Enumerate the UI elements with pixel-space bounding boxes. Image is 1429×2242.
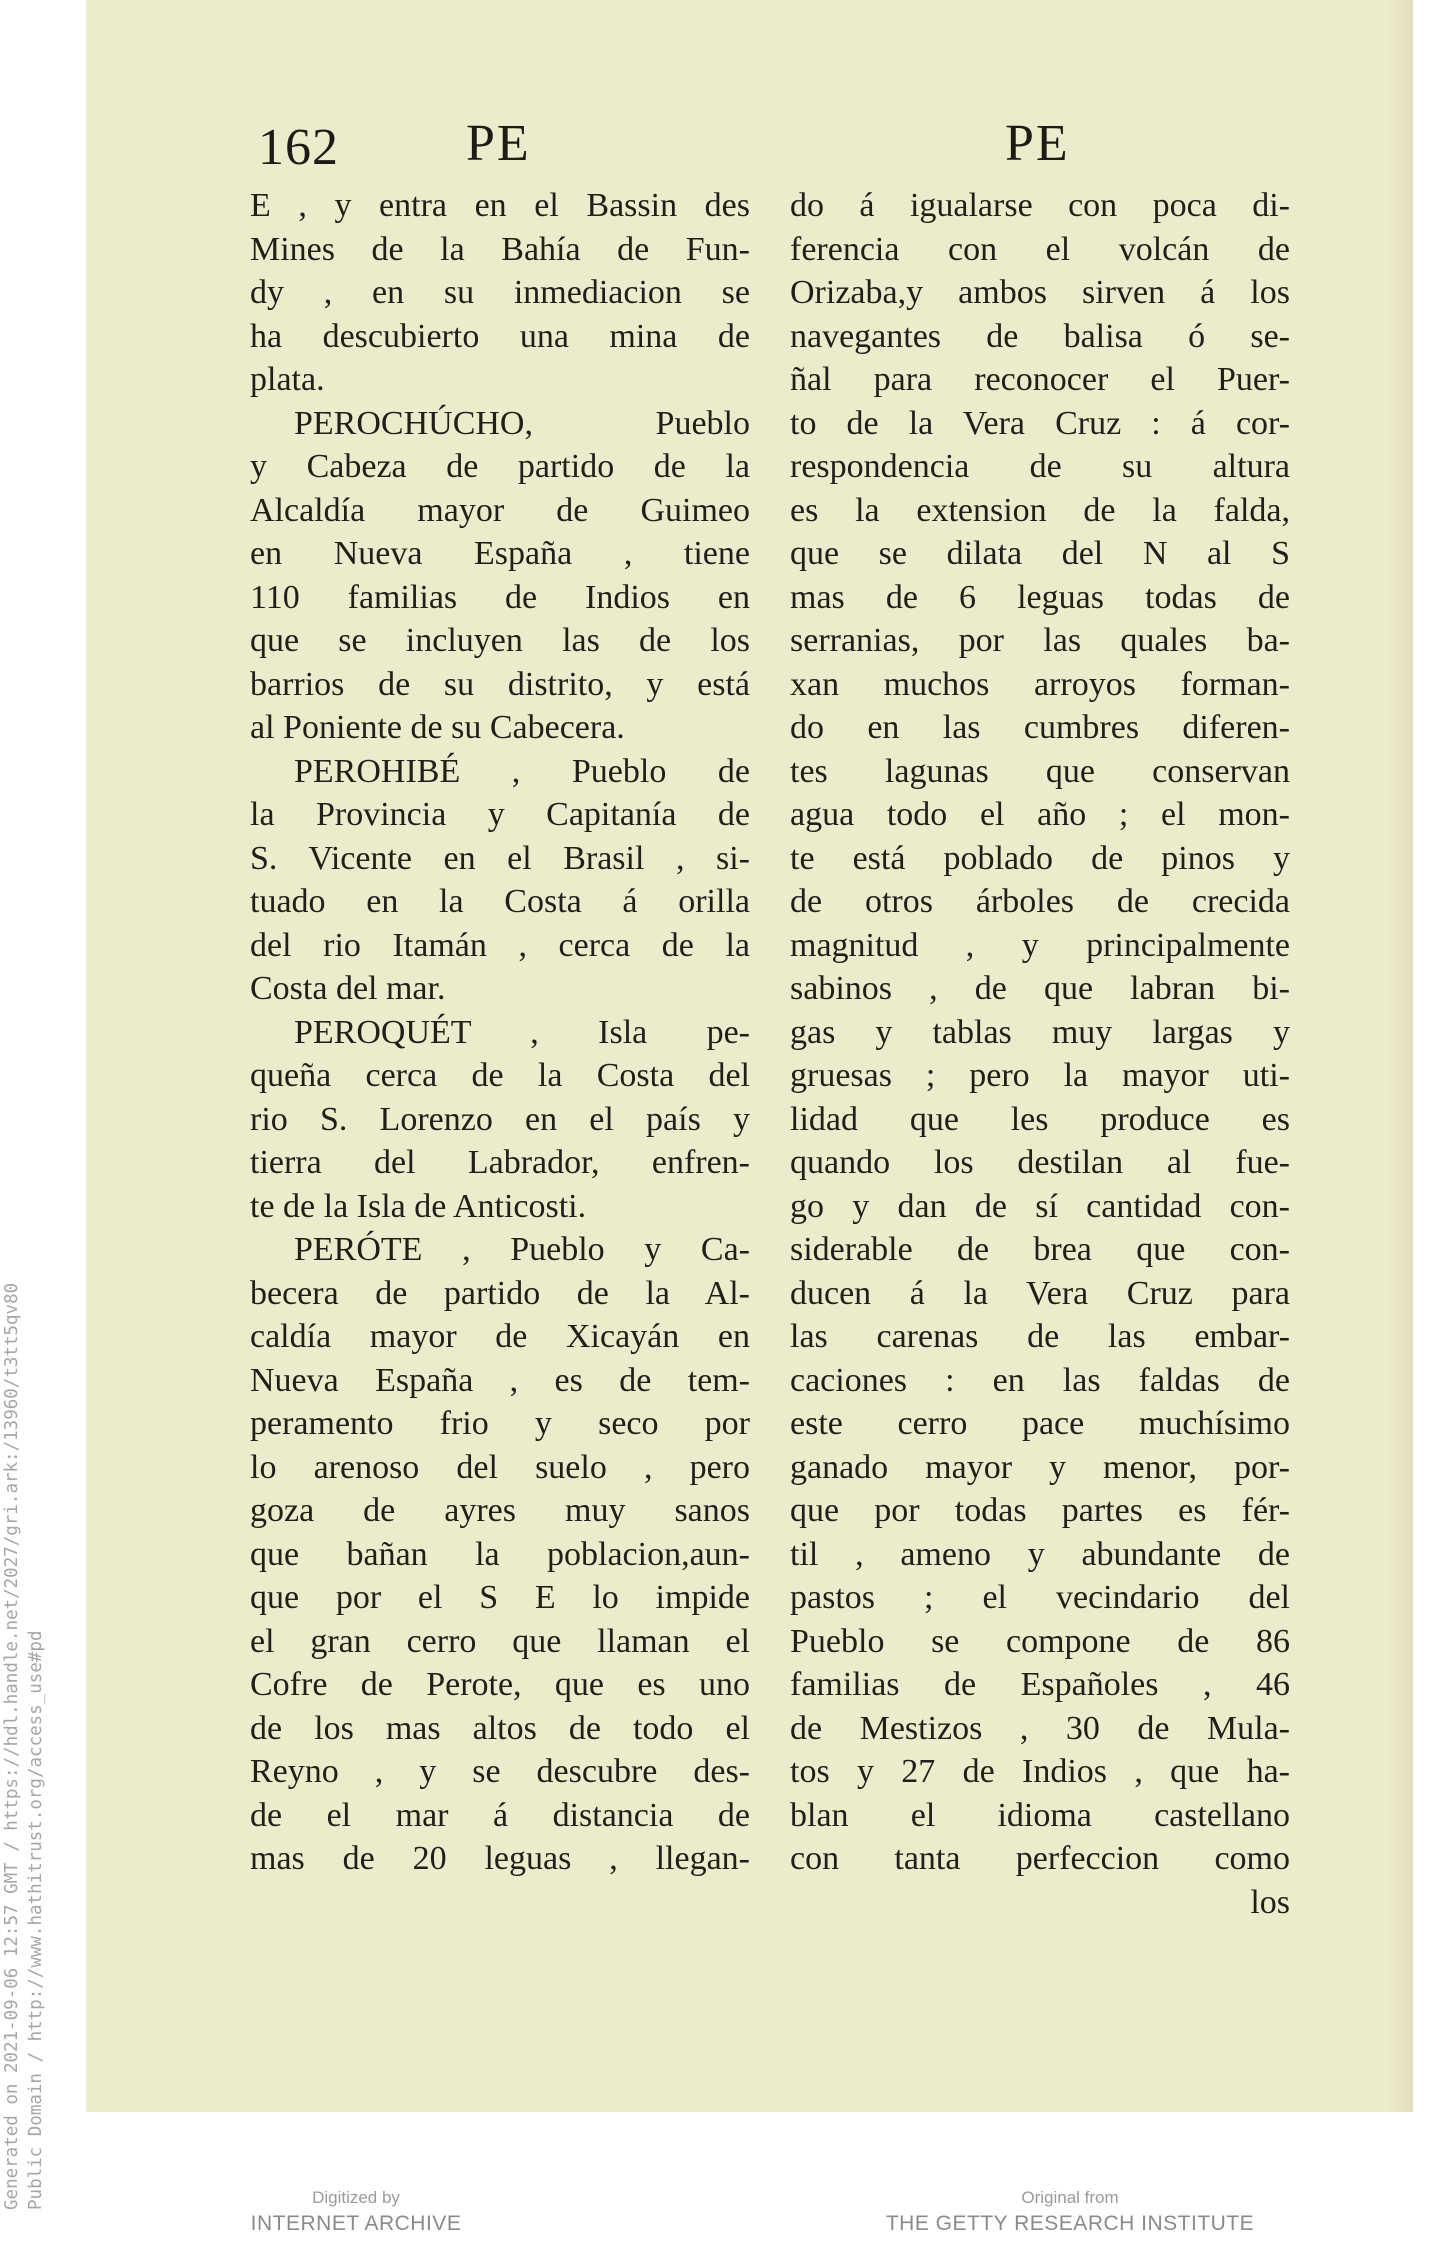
- text-line: que por todas partes es fér-: [790, 1492, 1290, 1529]
- text-line: lidad que les produce es: [790, 1100, 1290, 1138]
- digitized-by-label: Digitized by: [312, 2188, 400, 2207]
- text-line: Costa del mar.: [250, 970, 446, 1007]
- text-line: las carenas de las embar-: [790, 1318, 1290, 1355]
- text-line: PEROQUÉT , Isla pe-: [294, 1013, 750, 1051]
- text-line: que se dilata del N al S: [790, 535, 1290, 572]
- text-line: familias de Españoles , 46: [790, 1666, 1290, 1703]
- text-line: blan el idioma castellano: [790, 1796, 1290, 1834]
- text-line: que se incluyen las de los: [250, 622, 750, 659]
- text-line: 110 familias de Indios en: [250, 578, 750, 616]
- right-text-column: [790, 184, 1290, 1924]
- watermark-generated-line: Generated on 2021-09-06 12:57 GMT / https://hdl.handle.net/2027/gri.ark:/13960/t3tt5qv80: [2, 1282, 22, 2210]
- running-header-left: PE: [466, 115, 531, 172]
- text-line: queña cerca de la Costa del: [250, 1057, 750, 1094]
- text-line: do en las cumbres diferen-: [790, 709, 1290, 746]
- text-line: go y dan de sí cantidad con-: [790, 1187, 1290, 1225]
- text-line: plata.: [250, 361, 325, 398]
- text-line: Orizaba,y ambos sirven á los: [790, 274, 1290, 311]
- text-line: que por el S E lo impide: [250, 1579, 750, 1616]
- text-line: de otros árboles de crecida: [790, 883, 1290, 920]
- text-line: tierra del Labrador, enfren-: [250, 1144, 750, 1181]
- text-line: es la extension de la falda,: [790, 491, 1290, 529]
- text-line: tuado en la Costa á orilla: [250, 883, 750, 920]
- text-line: este cerro pace muchísimo: [790, 1405, 1290, 1442]
- text-line: magnitud , y principalmente: [790, 926, 1290, 964]
- text-line: Pueblo se compone de 86: [790, 1622, 1290, 1660]
- text-line: Mines de la Bahía de Fun-: [250, 230, 750, 268]
- text-line: los: [1250, 1883, 1290, 1921]
- text-line: ferencia con el volcán de: [790, 230, 1290, 268]
- text-line: del rio Itamán , cerca de la: [250, 926, 750, 964]
- text-line: tes lagunas que conservan: [790, 752, 1290, 790]
- text-line: dy , en su inmediacion se: [250, 274, 750, 311]
- text-line: de el mar á distancia de: [250, 1796, 750, 1834]
- text-line: ducen á la Vera Cruz para: [790, 1274, 1290, 1312]
- page-number: 162: [258, 119, 339, 176]
- text-line: barrios de su distrito, y está: [250, 665, 750, 703]
- text-line: becera de partido de la Al-: [250, 1274, 750, 1312]
- text-line: con tanta perfeccion como: [790, 1840, 1290, 1877]
- text-line: gruesas ; pero la mayor uti-: [790, 1057, 1290, 1094]
- text-line: quando los destilan al fue-: [790, 1144, 1290, 1181]
- text-line: caldía mayor de Xicayán en: [250, 1318, 750, 1355]
- text-line: de los mas altos de todo el: [250, 1709, 750, 1747]
- text-line: do á igualarse con poca di-: [790, 187, 1290, 224]
- text-line: mas de 20 leguas , llegan-: [250, 1840, 750, 1877]
- text-line: navegantes de balisa ó se-: [790, 317, 1290, 355]
- text-line: al Poniente de su Cabecera.: [250, 709, 625, 746]
- text-line: PERÓTE , Pueblo y Ca-: [294, 1231, 750, 1268]
- access-watermark: [0, 1283, 48, 2210]
- getty-institute-label: THE GETTY RESEARCH INSTITUTE: [885, 2212, 1255, 2235]
- text-line: lo arenoso del suelo , pero: [250, 1448, 750, 1486]
- text-line: S. Vicente en el Brasil , si-: [250, 839, 750, 877]
- text-line: ñal para reconocer el Puer-: [790, 361, 1290, 398]
- text-line: PEROCHÚCHO, Pueblo: [294, 404, 750, 442]
- text-line: agua todo el año ; el mon-: [790, 796, 1290, 833]
- text-line: rio S. Lorenzo en el país y: [250, 1100, 750, 1138]
- text-line: Cofre de Perote, que es uno: [250, 1666, 750, 1703]
- digitized-by-credit: [246, 2188, 466, 2236]
- text-line: to de la Vera Cruz : á cor-: [790, 404, 1290, 442]
- text-line: siderable de brea que con-: [790, 1231, 1290, 1268]
- text-line: la Provincia y Capitanía de: [250, 796, 750, 833]
- text-line: pastos ; el vecindario del: [790, 1579, 1290, 1616]
- page-edge-shadow: [1387, 0, 1413, 2112]
- text-line: tos y 27 de Indios , que ha-: [790, 1753, 1290, 1790]
- original-from-label: Original from: [1021, 2188, 1119, 2207]
- text-line: xan muchos arroyos forman-: [790, 665, 1290, 703]
- text-line: serranias, por las quales ba-: [790, 622, 1290, 659]
- text-line: te de la Isla de Anticosti.: [250, 1187, 587, 1225]
- text-line: PEROHIBÉ , Pueblo de: [294, 752, 750, 790]
- text-line: peramento frio y seco por: [250, 1405, 750, 1442]
- text-line: mas de 6 leguas todas de: [790, 578, 1290, 616]
- text-line: en Nueva España , tiene: [250, 535, 750, 572]
- text-line: Nueva España , es de tem-: [250, 1361, 750, 1399]
- text-line: E , y entra en el Bassin des: [250, 187, 750, 224]
- text-line: Alcaldía mayor de Guimeo: [250, 491, 750, 529]
- text-line: til , ameno y abundante de: [790, 1535, 1290, 1573]
- internet-archive-label: INTERNET ARCHIVE: [250, 2212, 462, 2235]
- left-text-column: [250, 184, 750, 1881]
- text-line: ganado mayor y menor, por-: [790, 1448, 1290, 1486]
- text-line: goza de ayres muy sanos: [250, 1492, 750, 1529]
- text-line: te está poblado de pinos y: [790, 839, 1290, 877]
- text-line: caciones : en las faldas de: [790, 1361, 1290, 1399]
- text-line: de Mestizos , 30 de Mula-: [790, 1709, 1290, 1747]
- original-from-credit: [880, 2188, 1260, 2236]
- text-line: que bañan la poblacion,aun-: [250, 1535, 750, 1573]
- text-line: el gran cerro que llaman el: [250, 1622, 750, 1660]
- text-line: y Cabeza de partido de la: [250, 448, 750, 485]
- text-line: sabinos , de que labran bi-: [790, 970, 1290, 1007]
- text-line: Reyno , y se descubre des-: [250, 1753, 750, 1790]
- running-header-right: PE: [1005, 115, 1070, 172]
- watermark-license-line: Public Domain / http://www.hathitrust.org/access_use#pd: [26, 1630, 46, 2210]
- text-line: gas y tablas muy largas y: [790, 1013, 1290, 1051]
- text-line: ha descubierto una mina de: [250, 317, 750, 355]
- text-line: respondencia de su altura: [790, 448, 1290, 485]
